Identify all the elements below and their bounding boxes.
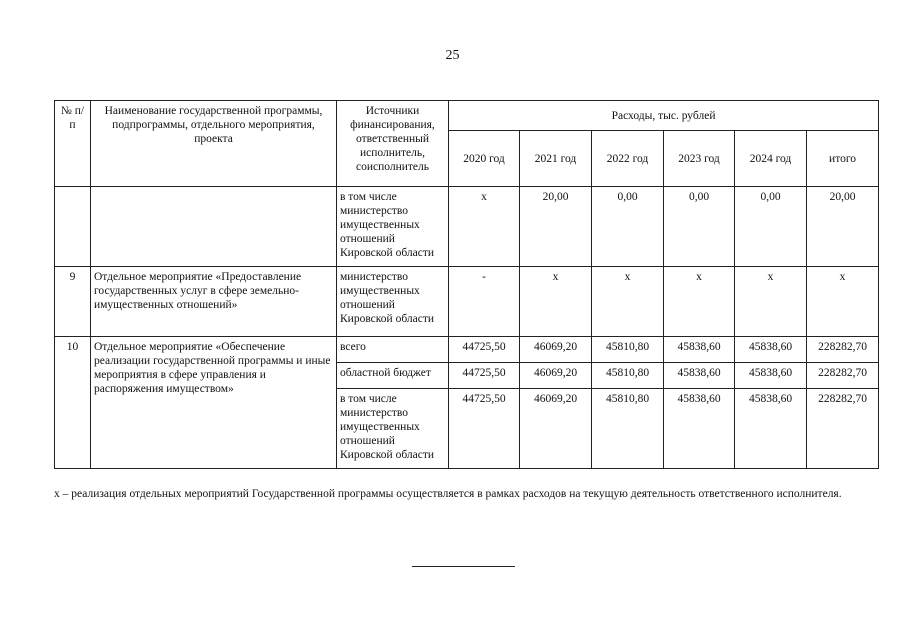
- cell-value: 228282,70: [807, 389, 879, 469]
- cell-value: 46069,20: [520, 389, 592, 469]
- table-row: [55, 187, 879, 267]
- cell-value: 45838,60: [735, 337, 807, 363]
- row-name: Отдельное мероприятие «Обеспечение реализации государственной программы и иные мероприятия в сфере управления и распоряжения имуществом»: [91, 337, 337, 469]
- cell-value: 228282,70: [807, 363, 879, 389]
- cell-value: х: [807, 267, 879, 337]
- cell-value: 0,00: [592, 187, 664, 267]
- cell-value: 45838,60: [735, 363, 807, 389]
- cell-value: 46069,20: [520, 337, 592, 363]
- header-year: 2023 год: [664, 131, 735, 187]
- cell-value: 44725,50: [449, 363, 520, 389]
- footnote: х – реализация отдельных мероприятий Государственной программы осуществляется в рамках расходов на текущую деятельность ответственного исполнителя.: [54, 488, 842, 500]
- row-source: министерство имущественных отношений Кировской области: [337, 267, 449, 337]
- row-num: 9: [55, 267, 91, 337]
- header-num: № п/п: [55, 101, 91, 187]
- cell-value: 20,00: [807, 187, 879, 267]
- cell-value: 44725,50: [449, 337, 520, 363]
- row-source: в том числе министерство имущественных отношений Кировской области: [337, 389, 449, 469]
- header-year: 2024 год: [735, 131, 807, 187]
- header-year: 2021 год: [520, 131, 592, 187]
- header-year: 2020 год: [449, 131, 520, 187]
- row-name: Отдельное мероприятие «Предоставление государственных услуг в сфере земельно-имущественных отношений»: [91, 267, 337, 337]
- header-source: Источники финансирования, ответственный исполнитель, соисполнитель: [337, 101, 449, 187]
- row-num: 10: [55, 337, 91, 469]
- row-name: [91, 187, 337, 267]
- cell-value: 45838,60: [664, 363, 735, 389]
- cell-value: х: [735, 267, 807, 337]
- cell-value: х: [520, 267, 592, 337]
- cell-value: 44725,50: [449, 389, 520, 469]
- row-num: [55, 187, 91, 267]
- cell-value: х: [449, 187, 520, 267]
- cell-value: 45838,60: [735, 389, 807, 469]
- cell-value: 45810,80: [592, 363, 664, 389]
- row-source: всего: [337, 337, 449, 363]
- cell-value: 228282,70: [807, 337, 879, 363]
- cell-value: 45838,60: [664, 337, 735, 363]
- cell-value: 46069,20: [520, 363, 592, 389]
- header-name: Наименование государственной программы, подпрограммы, отдельного мероприятия, проекта: [91, 101, 337, 187]
- cell-value: 20,00: [520, 187, 592, 267]
- cell-value: 45810,80: [592, 389, 664, 469]
- row-source: в том числе министерство имущественных отношений Кировской области: [337, 187, 449, 267]
- cell-value: х: [592, 267, 664, 337]
- header-total: итого: [807, 131, 879, 187]
- cell-value: х: [664, 267, 735, 337]
- divider-line: [412, 566, 515, 567]
- cell-value: 0,00: [664, 187, 735, 267]
- cell-value: 45838,60: [664, 389, 735, 469]
- cell-value: 45810,80: [592, 337, 664, 363]
- cell-value: 0,00: [735, 187, 807, 267]
- row-source: областной бюджет: [337, 363, 449, 389]
- table-row: [55, 337, 879, 363]
- budget-table: [54, 100, 879, 469]
- cell-value: -: [449, 267, 520, 337]
- header-expenses: Расходы, тыс. рублей: [449, 101, 879, 131]
- header-year: 2022 год: [592, 131, 664, 187]
- table-row: [55, 267, 879, 337]
- page-number: 25: [445, 48, 460, 63]
